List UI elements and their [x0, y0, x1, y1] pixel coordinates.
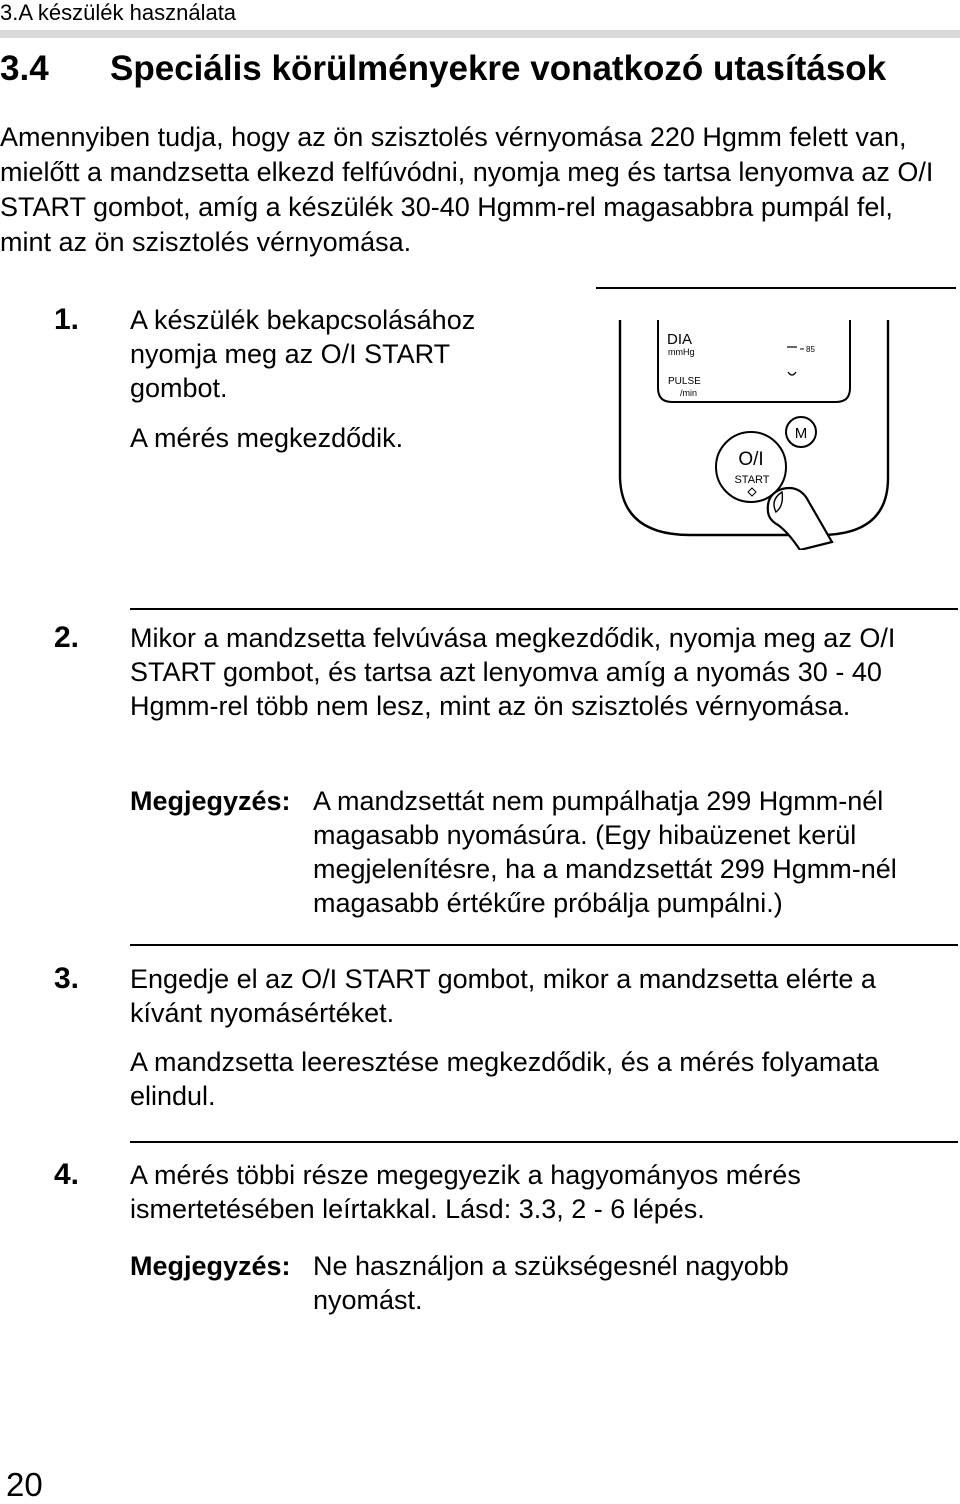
memory-button-label: M: [794, 425, 808, 442]
dia-label: DIA: [667, 331, 693, 348]
step-2-note-label: Megjegyzés:: [130, 786, 291, 816]
start-button-symbol: O/I: [738, 449, 764, 470]
step-4-text: A mérés többi része megegyezik a hagyományos mérés ismertetésében leírtakkal. Lásd: 3.3, 2 - 6 lépés.: [130, 1160, 801, 1224]
step-1-number: 1.: [54, 303, 80, 336]
step-1-text: A készülék bekapcsolásához nyomja meg az O/I START gombot.: [130, 305, 476, 403]
step-4-number: 4.: [54, 1158, 80, 1191]
pressing-finger-icon: [768, 488, 832, 550]
step-2-note-text: A mandzsettát nem pumpálhatja 299 Hgmm-nél magasabb nyomásúra. (Egy hibaüzenet kerül megjelenítésre, ha a mandzsettát 299 Hgmm-nél magasabb értékűre próbálja pumpálni.): [313, 786, 897, 918]
divider-step-1: [596, 287, 956, 289]
divider-step-3: [130, 944, 958, 946]
divider-step-2: [130, 608, 958, 610]
pulse-label: PULSE: [668, 376, 701, 387]
header-rule: [0, 30, 960, 38]
heart-symbol-icon: [788, 372, 796, 375]
dia-unit: mmHg: [668, 347, 695, 357]
pulse-unit: /min: [680, 388, 698, 398]
start-button-label: START: [734, 474, 770, 486]
step-4-note-text: Ne használjon a szükségesnél nagyobb nyomást.: [313, 1251, 789, 1315]
section-title-text: Speciális körülményekre vonatkozó utasítások: [110, 49, 887, 88]
divider-step-4: [130, 1141, 958, 1143]
running-header: 3.A készülék használata: [0, 0, 237, 25]
device-illustration: [598, 318, 898, 550]
step-3-result: A mandzsetta leeresztése megkezdődik, és a mérés folyamata elindul.: [130, 1047, 879, 1111]
step-3-number: 3.: [54, 962, 80, 995]
section-title: [0, 48, 886, 90]
step-2-text: Mikor a mandzsetta felvúvása megkezdődik, nyomja meg az O/I START gombot, és tartsa azt lenyomva amíg a nyomás 30 - 40 Hgmm-rel több nem lesz, mint az ön szisztolés vérnyomása.: [130, 623, 896, 721]
page-number: 20: [6, 1466, 43, 1503]
step-4-note-label: Megjegyzés:: [130, 1251, 291, 1281]
scale-mark-label: 85: [806, 345, 815, 354]
step-1-result: A mérés megkezdődik.: [130, 423, 404, 453]
step-2-number: 2.: [54, 621, 80, 654]
section-number: 3.4: [0, 49, 49, 88]
intro-paragraph: Amennyiben tudja, hogy az ön szisztolés vérnyomása 220 Hgmm felett van, mielőtt a mandzsetta elkezd felfúvódni, nyomja meg és tartsa lenyomva az O/I START gombot, amíg a készülék 30-40 Hgmm-rel magasabbra pumpál fel, mint az ön szisztolés vérnyomása.: [0, 122, 934, 257]
step-3-text: Engedje el az O/I START gombot, mikor a mandzsetta elérte a kívánt nyomásértéket.: [130, 964, 876, 1028]
